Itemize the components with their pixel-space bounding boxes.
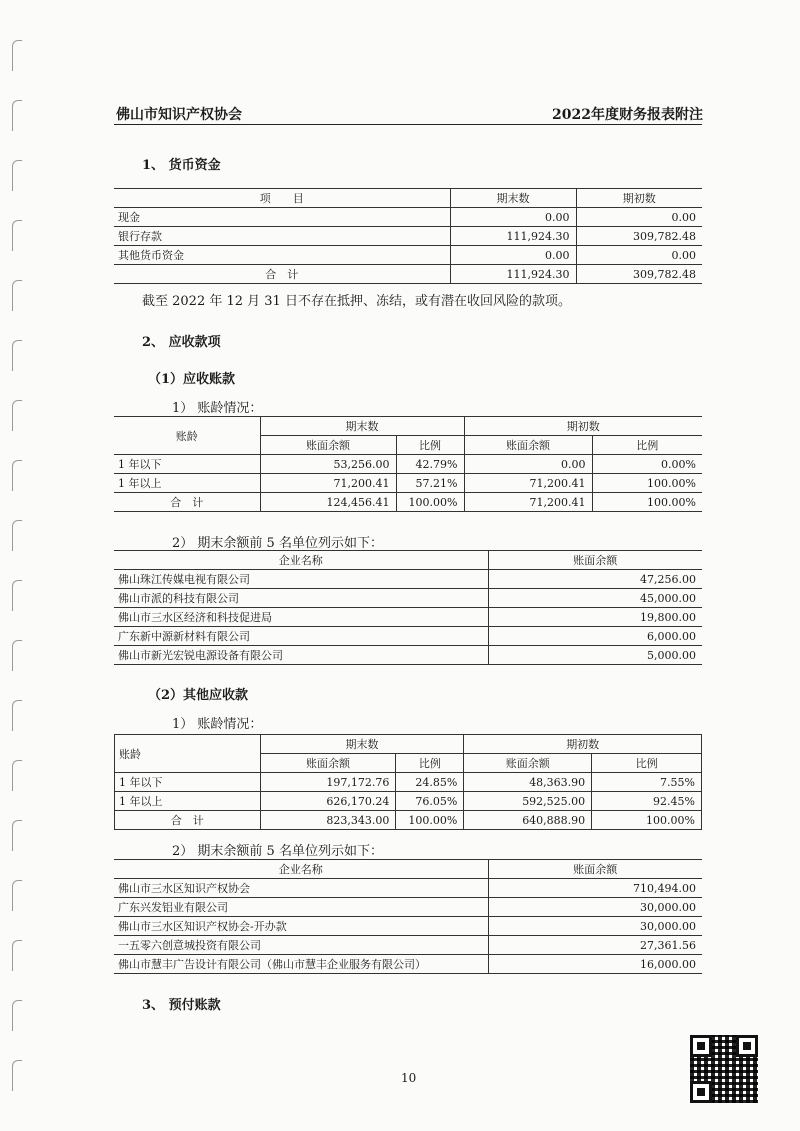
table-row xyxy=(114,208,702,227)
header-cell: 账面余额 xyxy=(464,754,592,773)
table-cell: 合 计 xyxy=(114,493,260,512)
table-cell: 100.00% xyxy=(592,493,702,512)
table-cell: 45,000.00 xyxy=(488,589,702,608)
table-cell: 佛山珠江传媒电视有限公司 xyxy=(114,570,488,589)
table-row xyxy=(114,879,702,898)
table-cell: 广东兴发铝业有限公司 xyxy=(114,898,488,917)
table-cell: 57.21% xyxy=(396,474,464,493)
table-header-row xyxy=(114,189,702,208)
table-row xyxy=(114,955,702,974)
table-cell: 71,200.41 xyxy=(464,493,592,512)
header-cell: 企业名称 xyxy=(114,860,488,879)
table-cell: 30,000.00 xyxy=(488,917,702,936)
table-row xyxy=(114,898,702,917)
table-cell: 710,494.00 xyxy=(488,879,702,898)
table-cell: 24.85% xyxy=(396,773,464,792)
table-cell: 1 年以下 xyxy=(115,773,261,792)
table-row xyxy=(115,792,702,811)
table-cell: 佛山市三水区知识产权协会-开办款 xyxy=(114,917,488,936)
table-cell: 71,200.41 xyxy=(260,474,396,493)
table-cell: 1 年以下 xyxy=(114,455,260,474)
or-top5-table xyxy=(114,859,702,974)
table-cell: 309,782.48 xyxy=(576,227,702,246)
table-cell: 合 计 xyxy=(114,265,450,284)
header-cell: 账龄 xyxy=(114,417,260,455)
table-cell: 111,924.30 xyxy=(450,265,576,284)
table-cell: 佛山市三水区知识产权协会 xyxy=(114,879,488,898)
table-row xyxy=(114,455,702,474)
section-2-title: 2、 应收款项 xyxy=(142,335,221,350)
table-row xyxy=(114,860,702,879)
table-cell: 823,343.00 xyxy=(260,811,396,830)
header-cell: 账面余额 xyxy=(488,860,702,879)
table-cell: 111,924.30 xyxy=(450,227,576,246)
table-total-row xyxy=(114,265,702,284)
table-row xyxy=(114,608,702,627)
table-cell: 53,256.00 xyxy=(260,455,396,474)
table-cell: 5,000.00 xyxy=(488,646,702,665)
section-3-title: 3、 预付账款 xyxy=(142,998,221,1013)
table-total-row xyxy=(115,811,702,830)
table-cell: 100.00% xyxy=(396,493,464,512)
header-cell: 期末数 xyxy=(450,189,576,208)
table-row xyxy=(114,227,702,246)
table-cell: 佛山市派的科技有限公司 xyxy=(114,589,488,608)
table-cell: 0.00 xyxy=(576,208,702,227)
header-cell: 账面余额 xyxy=(260,436,396,455)
table-cell: 佛山市三水区经济和科技促进局 xyxy=(114,608,488,627)
table-cell: 47,256.00 xyxy=(488,570,702,589)
table-row xyxy=(114,646,702,665)
table-cell: 0.00 xyxy=(450,246,576,265)
table-cell: 76.05% xyxy=(396,792,464,811)
table-row xyxy=(114,917,702,936)
table-cell: 现金 xyxy=(114,208,450,227)
table-cell: 16,000.00 xyxy=(488,955,702,974)
table-cell: 640,888.90 xyxy=(464,811,592,830)
table-row xyxy=(114,246,702,265)
header-cell: 账面余额 xyxy=(488,551,702,570)
or-aging-title: 1） 账龄情况： xyxy=(172,717,263,732)
table-cell: 19,800.00 xyxy=(488,608,702,627)
table-cell: 广东新中源新材料有限公司 xyxy=(114,627,488,646)
table-cell: 30,000.00 xyxy=(488,898,702,917)
table-cell: 48,363.90 xyxy=(464,773,592,792)
table-cell: 银行存款 xyxy=(114,227,450,246)
header-cell: 账面余额 xyxy=(464,436,592,455)
table-row xyxy=(115,773,702,792)
header-cell: 期末数 xyxy=(260,417,464,436)
table-row xyxy=(114,589,702,608)
table-cell: 100.00% xyxy=(396,811,464,830)
table-cell: 592,525.00 xyxy=(464,792,592,811)
or-top5-title: 2） 期末余额前 5 名单位列示如下： xyxy=(172,844,383,859)
table-row xyxy=(114,417,702,436)
table-cell: 626,170.24 xyxy=(260,792,396,811)
or-aging-table xyxy=(114,734,702,830)
table-cell: 6,000.00 xyxy=(488,627,702,646)
section-1-title: 1、 货币资金 xyxy=(142,158,221,173)
header-organization: 佛山市知识产权协会 xyxy=(116,107,242,123)
header-cell: 账面余额 xyxy=(260,754,396,773)
table-row xyxy=(114,627,702,646)
ar-top5-table xyxy=(114,550,702,665)
header-cell: 期初数 xyxy=(464,417,702,436)
ar-aging-table xyxy=(114,416,702,512)
ar-aging-title: 1） 账龄情况： xyxy=(172,401,263,416)
qr-code-icon xyxy=(690,1035,758,1103)
table-cell: 42.79% xyxy=(396,455,464,474)
header-cell: 比例 xyxy=(592,754,702,773)
other-receivables-title: （2）其他应收款 xyxy=(148,688,249,703)
table-cell: 1 年以上 xyxy=(114,474,260,493)
table-cell: 7.55% xyxy=(592,773,702,792)
table-cell: 0.00 xyxy=(450,208,576,227)
cash-table xyxy=(114,188,702,284)
table-row xyxy=(114,570,702,589)
table-cell: 92.45% xyxy=(592,792,702,811)
header-cell: 项 目 xyxy=(114,189,450,208)
header-cell: 期末数 xyxy=(260,735,464,754)
header-cell: 账龄 xyxy=(115,735,261,773)
header-cell: 比例 xyxy=(396,754,464,773)
table-cell: 一五零六创意城投资有限公司 xyxy=(114,936,488,955)
header-cell: 比例 xyxy=(396,436,464,455)
cash-note: 截至 2022 年 12 月 31 日不存在抵押、冻结，或有潜在收回风险的款项。 xyxy=(142,294,571,309)
header-cell: 期初数 xyxy=(576,189,702,208)
header-cell: 企业名称 xyxy=(114,551,488,570)
header-cell: 期初数 xyxy=(464,735,702,754)
ar-top5-title: 2） 期末余额前 5 名单位列示如下： xyxy=(172,536,383,551)
table-cell: 124,456.41 xyxy=(260,493,396,512)
table-cell: 0.00 xyxy=(576,246,702,265)
table-cell: 100.00% xyxy=(592,811,702,830)
table-cell: 100.00% xyxy=(592,474,702,493)
table-cell: 309,782.48 xyxy=(576,265,702,284)
table-row xyxy=(115,735,702,754)
accounts-receivable-title: （1）应收账款 xyxy=(148,372,236,387)
header-rule xyxy=(114,124,702,125)
table-cell: 71,200.41 xyxy=(464,474,592,493)
table-row xyxy=(114,551,702,570)
table-cell: 其他货币资金 xyxy=(114,246,450,265)
table-cell: 27,361.56 xyxy=(488,936,702,955)
table-cell: 佛山市新光宏锐电源设备有限公司 xyxy=(114,646,488,665)
table-cell: 0.00 xyxy=(464,455,592,474)
table-cell: 0.00% xyxy=(592,455,702,474)
table-total-row xyxy=(114,493,702,512)
table-cell: 佛山市慧丰广告设计有限公司（佛山市慧丰企业服务有限公司） xyxy=(114,955,488,974)
table-row xyxy=(114,936,702,955)
table-cell: 1 年以上 xyxy=(115,792,261,811)
header-cell: 比例 xyxy=(592,436,702,455)
page-number: 10 xyxy=(401,1071,417,1085)
header-report-title: 2022年度财务报表附注 xyxy=(552,107,703,123)
table-cell: 合 计 xyxy=(115,811,261,830)
table-cell: 197,172.76 xyxy=(260,773,396,792)
table-row xyxy=(114,474,702,493)
